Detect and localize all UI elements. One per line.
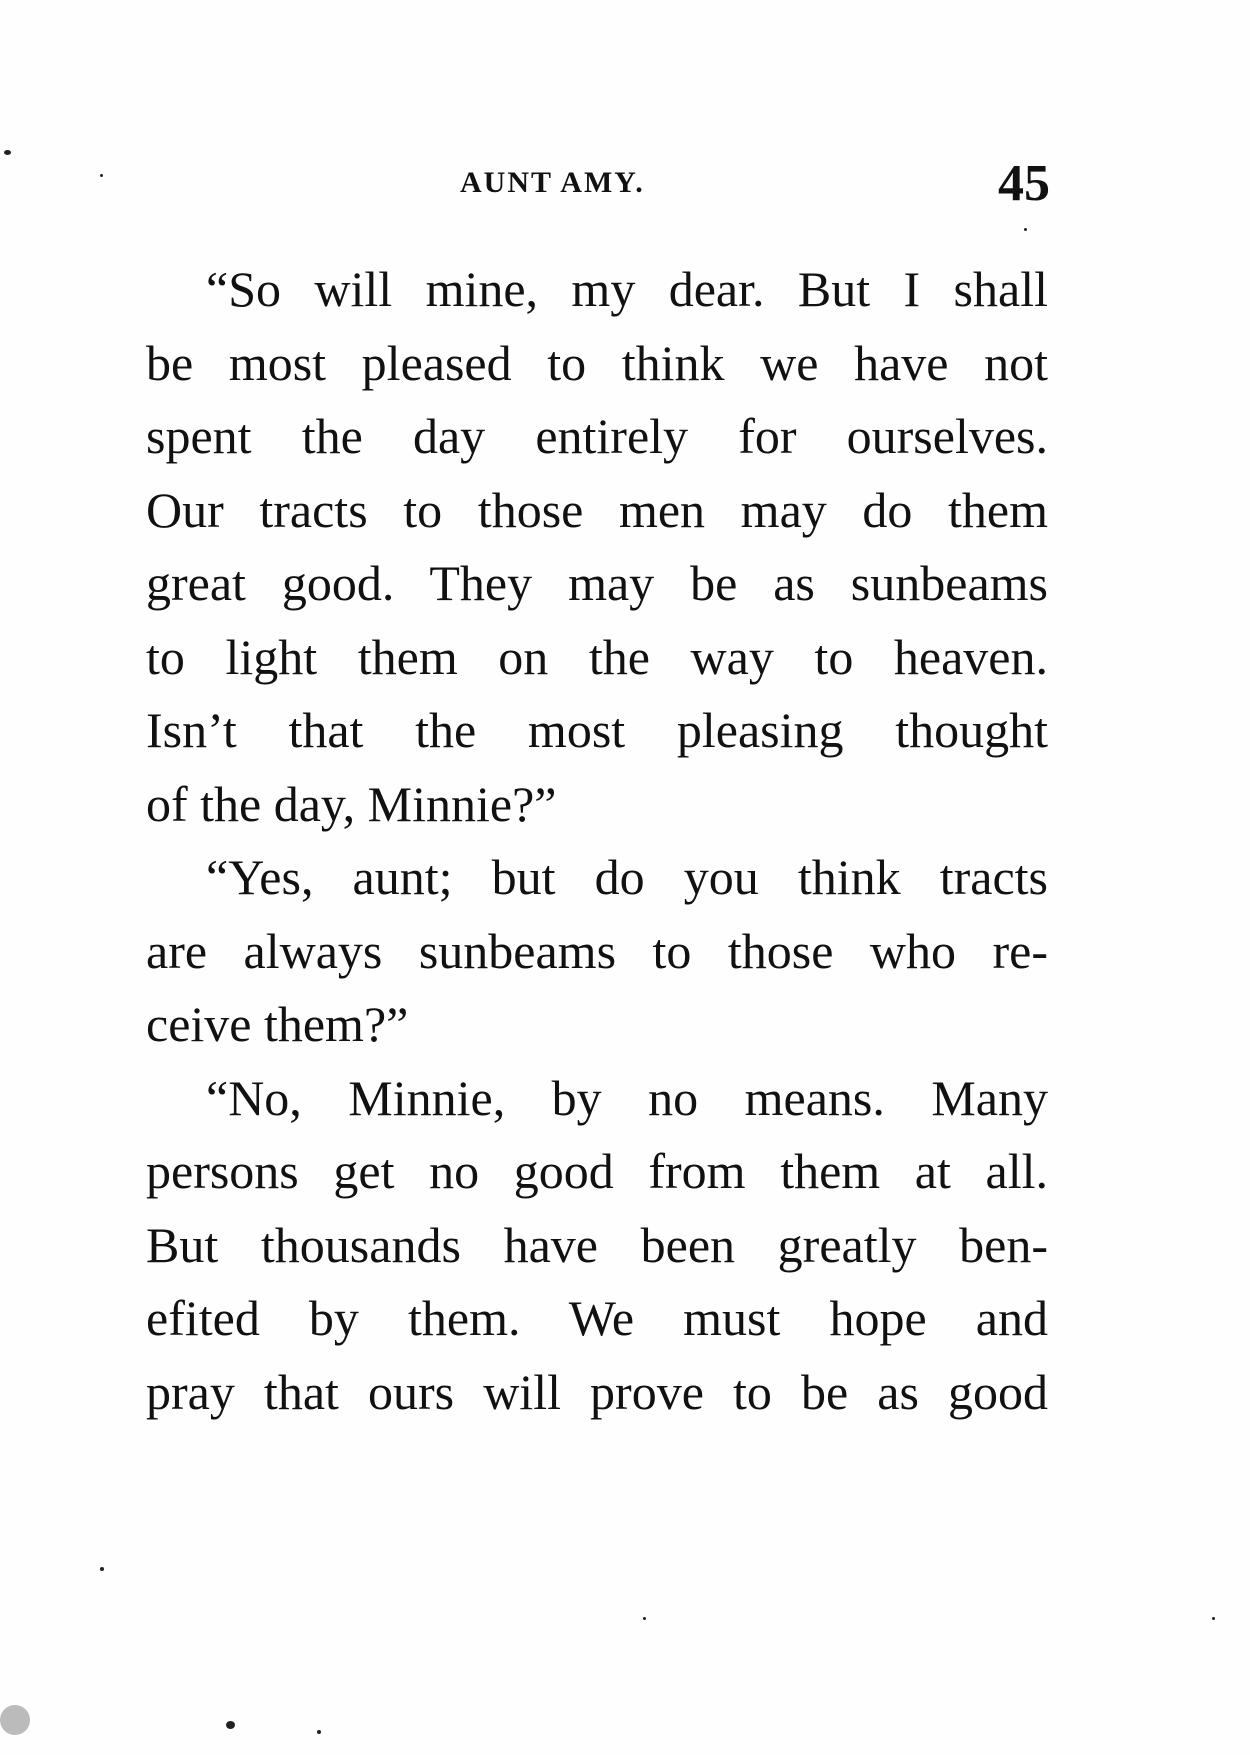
text-line: Our tracts to those men may do them <box>146 481 1048 538</box>
text-line: pray that ours will prove to be as good <box>146 1363 1048 1420</box>
body-text <box>88 253 1048 1429</box>
scan-speck <box>643 1617 646 1620</box>
text-line: great good. They may be as sunbeams <box>146 555 1048 611</box>
scan-speck <box>1212 1617 1215 1620</box>
text-line: persons get no good from them at all. <box>146 1143 1048 1199</box>
text-line: efited by them. We must hope and <box>146 1290 1048 1346</box>
text-line: are always sunbeams to those who re- <box>146 922 1048 979</box>
scan-speck <box>100 174 103 177</box>
text-line: “No, Minnie, by no means. Many <box>206 1069 1048 1126</box>
paragraph-1 <box>88 253 1048 841</box>
text-line: spent the day entirely for ourselves. <box>146 408 1048 464</box>
scan-speck <box>0 1705 30 1735</box>
text-line: But thousands have been greatly ben- <box>146 1216 1048 1273</box>
text-line: “Yes, aunt; but do you think tracts <box>206 849 1048 905</box>
text-line: “So will mine, my dear. But I shall <box>206 261 1048 317</box>
scan-speck <box>226 1721 235 1729</box>
running-head <box>0 155 1250 212</box>
scan-speck <box>100 1567 104 1571</box>
scan-speck <box>317 1730 321 1734</box>
text-line: to light them on the way to heaven. <box>146 628 1048 685</box>
text-line: ceive them?” <box>146 996 409 1052</box>
scan-speck <box>4 150 11 155</box>
running-title: AUNT AMY. <box>460 166 645 199</box>
text-line: of the day, Minnie?” <box>146 775 557 832</box>
paragraph-3 <box>88 1062 1048 1430</box>
scan-speck <box>1024 228 1027 231</box>
page-number: 45 <box>998 155 1050 212</box>
text-line: Isn’t that the most pleasing thought <box>146 702 1048 758</box>
text-line: be most pleased to think we have not <box>146 334 1048 391</box>
paragraph-2 <box>88 841 1048 1062</box>
